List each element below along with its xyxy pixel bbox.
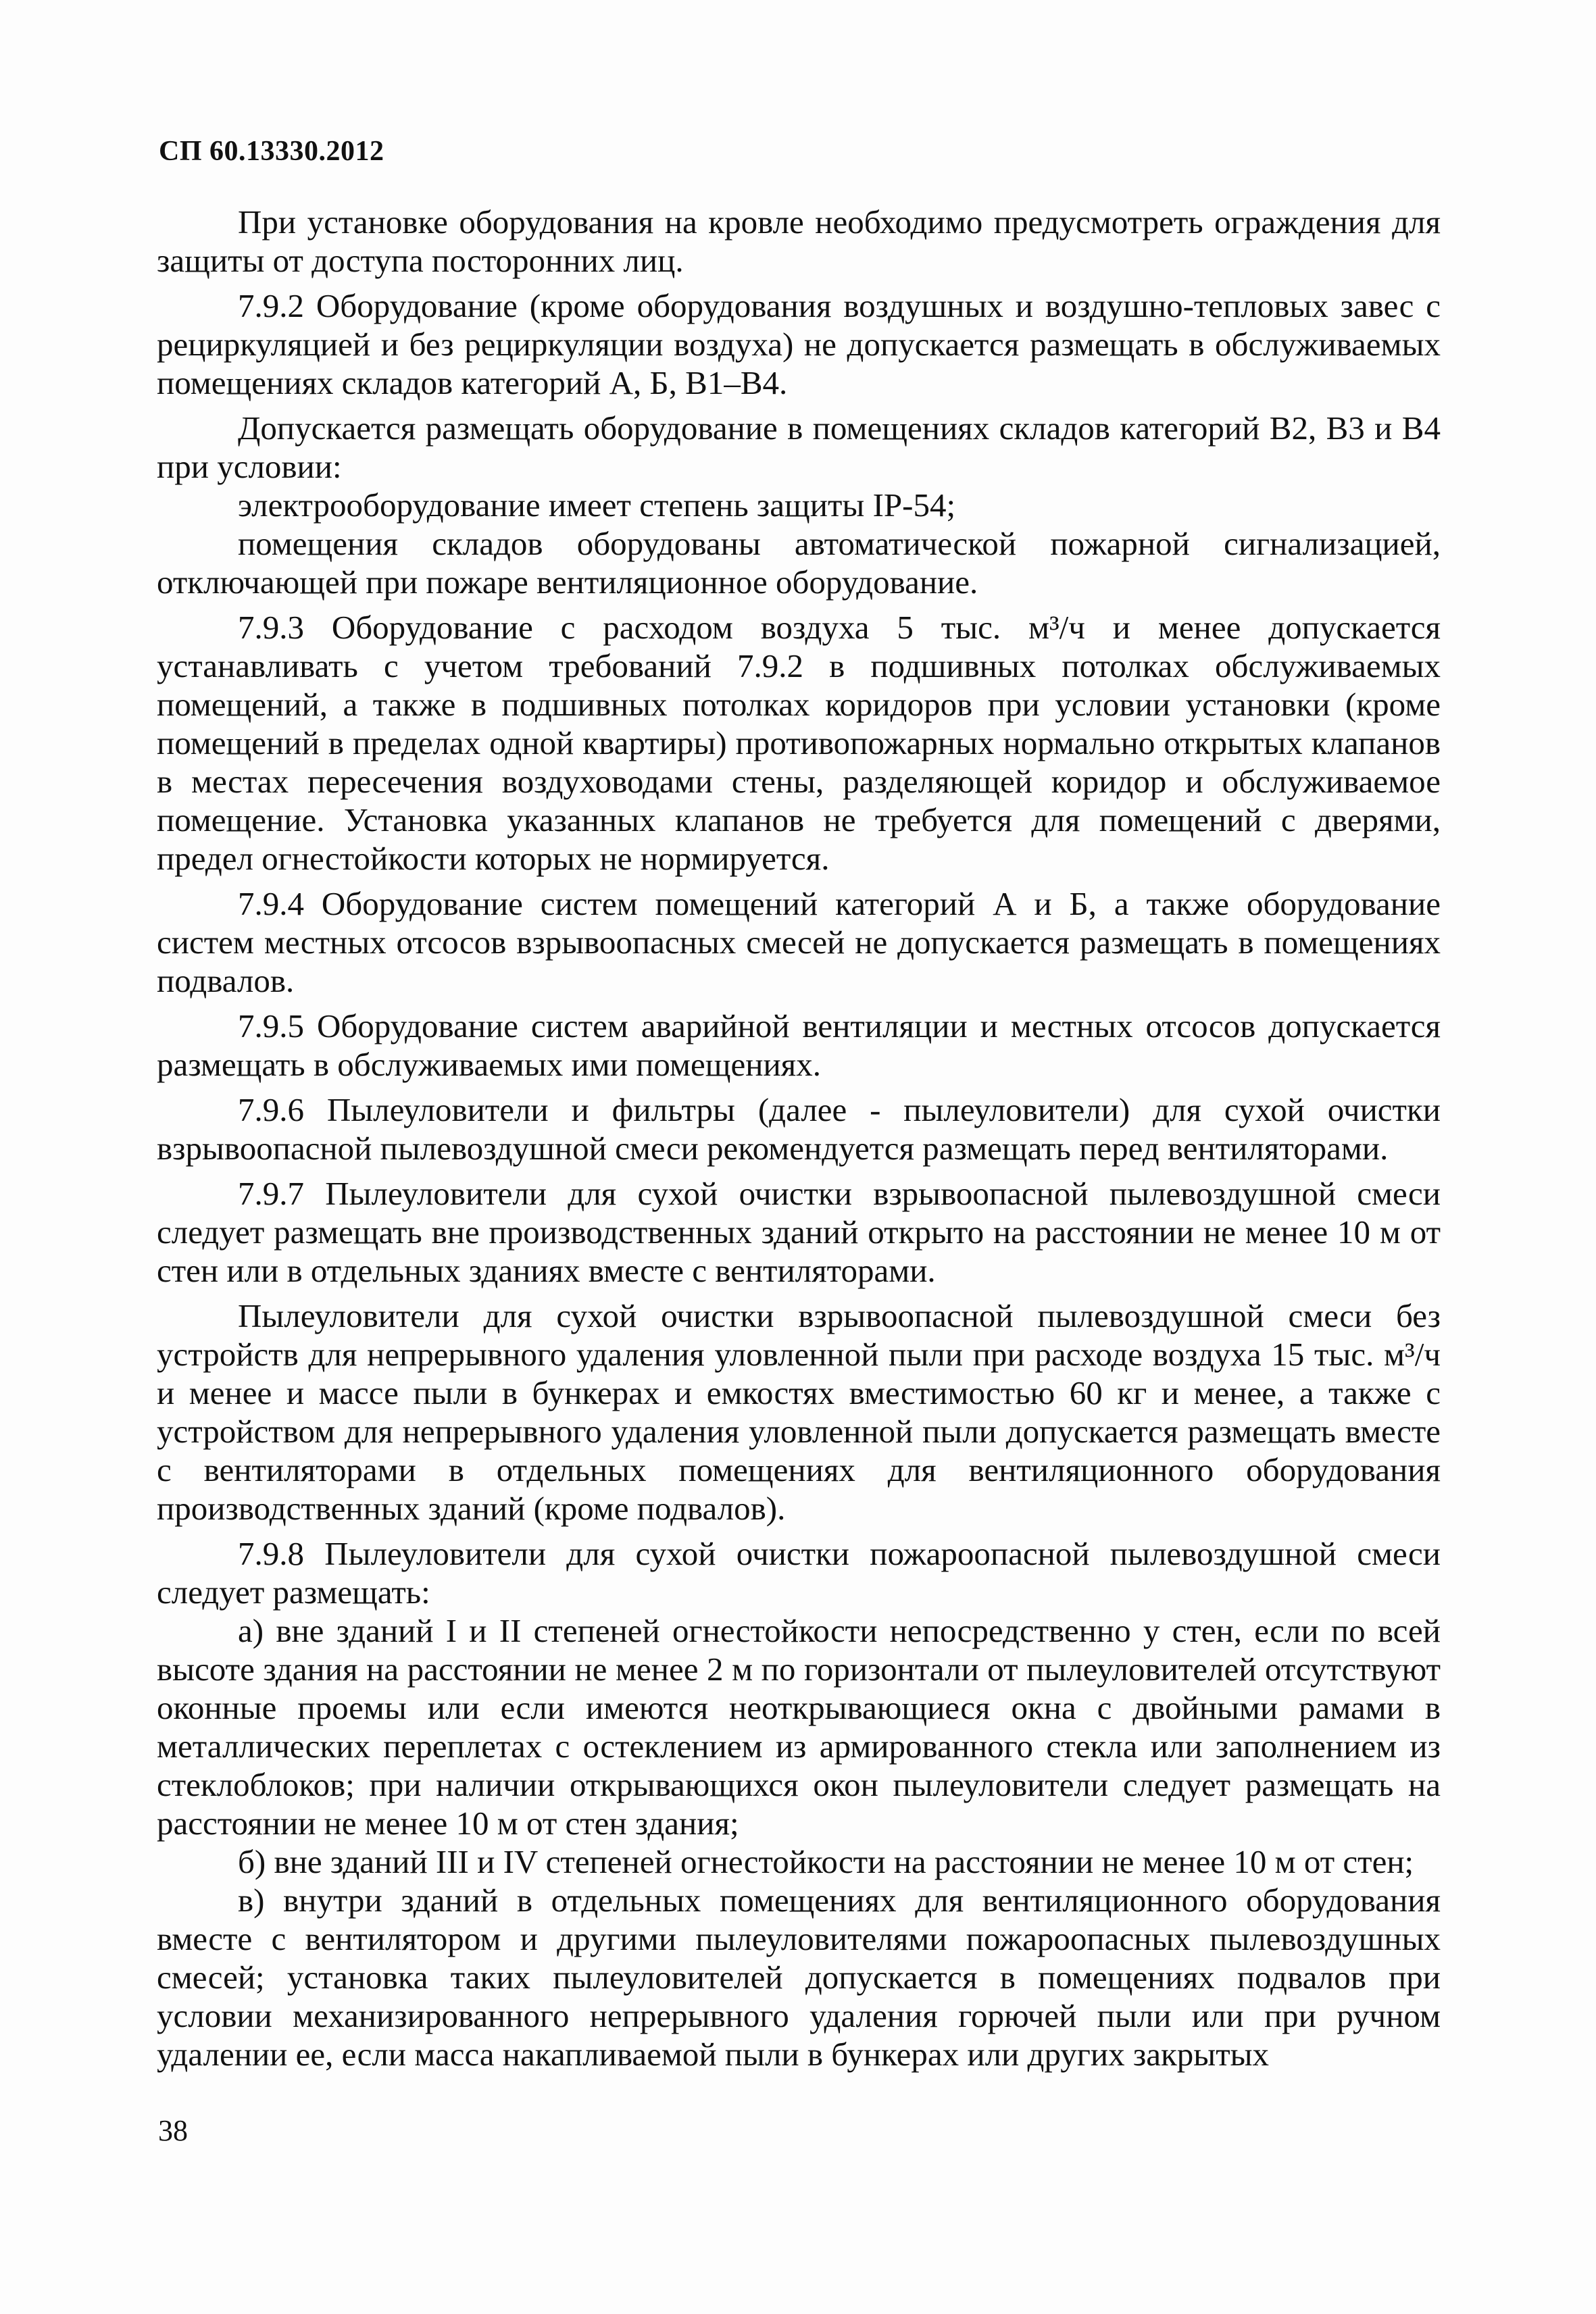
paragraph: 7.9.6 Пылеуловители и фильтры (далее - пылеуловители) для сухой очистки взрывоопасной пылевоздушной смеси рекомендуется размещать перед вентиляторами. (157, 1091, 1441, 1167)
paragraph: б) вне зданий III и IV степеней огнестойкости на расстоянии не менее 10 м от стен; (238, 1843, 1414, 1880)
paragraph: Пылеуловители для сухой очистки взрывоопасной пылевоздушной смеси без устройств для непрерывного удаления уловленной пыли при расходе воздуха 15 тыс. м³/ч и менее и массе пыли в бункерах и емкостях вместимостью 60 кг и менее, а также с устройством для непрерывного удаления уловленной пыли допускается размещать вместе с вентиляторами в отдельных помещениях для вентиляционного оборудования производственных зданий (кроме подвалов). (157, 1297, 1441, 1527)
paragraph: 7.9.4 Оборудование систем помещений категорий А и Б, а также оборудование систем местных отсосов взрывоопасных смесей не допускается размещать в помещениях подвалов. (157, 885, 1441, 999)
paragraph: Допускается размещать оборудование в помещениях складов категорий В2, В3 и В4 при условии: (157, 409, 1441, 485)
paragraph: помещения складов оборудованы автоматической пожарной сигнализацией, отключающей при пожаре вентиляционное оборудование. (157, 525, 1441, 601)
document-code: СП 60.13330.2012 (159, 136, 384, 167)
paragraph: в) внутри зданий в отдельных помещениях для вентиляционного оборудования вместе с вентилятором и другими пылеуловителями пожароопасных пылевоздушных смесей; установка таких пылеуловителей допускается в помещениях подвалов при условии механизированного непрерывного удаления горючей пыли или при ручном удалении ее, если масса накапливаемой пыли в бункерах или других закрытых (157, 1882, 1441, 2073)
paragraph: При установке оборудования на кровле необходимо предусмотреть ограждения для защиты от доступа посторонних лиц. (157, 203, 1441, 279)
page-number: 38 (158, 2114, 188, 2147)
paragraph: 7.9.2 Оборудование (кроме оборудования воздушных и воздушно-тепловых завес с рециркуляцией и без рециркуляции воздуха) не допускается размещать в обслуживаемых помещениях складов категорий А, Б, В1–В4. (157, 287, 1441, 401)
paragraph: электрооборудование имеет степень защиты IP-54; (238, 486, 956, 524)
paragraph: а) вне зданий I и II степеней огнестойкости непосредственно у стен, если по всей высоте здания на расстоянии не менее 2 м по горизонтали от пылеуловителей отсутствуют оконные проемы или если имеются неоткрывающиеся окна с двойными рамами в металлических переплетах с остеклением из армированного стекла или заполнением из стеклоблоков; при наличии открывающихся окон пылеуловители следует размещать на расстоянии не менее 10 м от стен здания; (157, 1612, 1441, 1842)
paragraph: 7.9.5 Оборудование систем аварийной вентиляции и местных отсосов допускается размещать в обслуживаемых ими помещениях. (157, 1007, 1441, 1083)
document-body (157, 203, 1441, 2073)
paragraph: 7.9.3 Оборудование с расходом воздуха 5 тыс. м³/ч и менее допускается устанавливать с учетом требований 7.9.2 в подшивных потолках обслуживаемых помещений, а также в подшивных потолках коридоров при условии установки (кроме помещений в пределах одной квартиры) противопожарных нормально открытых клапанов в местах пересечения воздуховодами стены, разделяющей коридор и обслуживаемое помещение. Установка указанных клапанов не требуется для помещений с дверями, предел огнестойкости которых не нормируется. (157, 609, 1441, 877)
paragraph: 7.9.7 Пылеуловители для сухой очистки взрывоопасной пылевоздушной смеси следует размещать вне производственных зданий открыто на расстоянии не менее 10 м от стен или в отдельных зданиях вместе с вентиляторами. (157, 1175, 1441, 1289)
paragraph: 7.9.8 Пылеуловители для сухой очистки пожароопасной пылевоздушной смеси следует размещать: (157, 1535, 1441, 1611)
